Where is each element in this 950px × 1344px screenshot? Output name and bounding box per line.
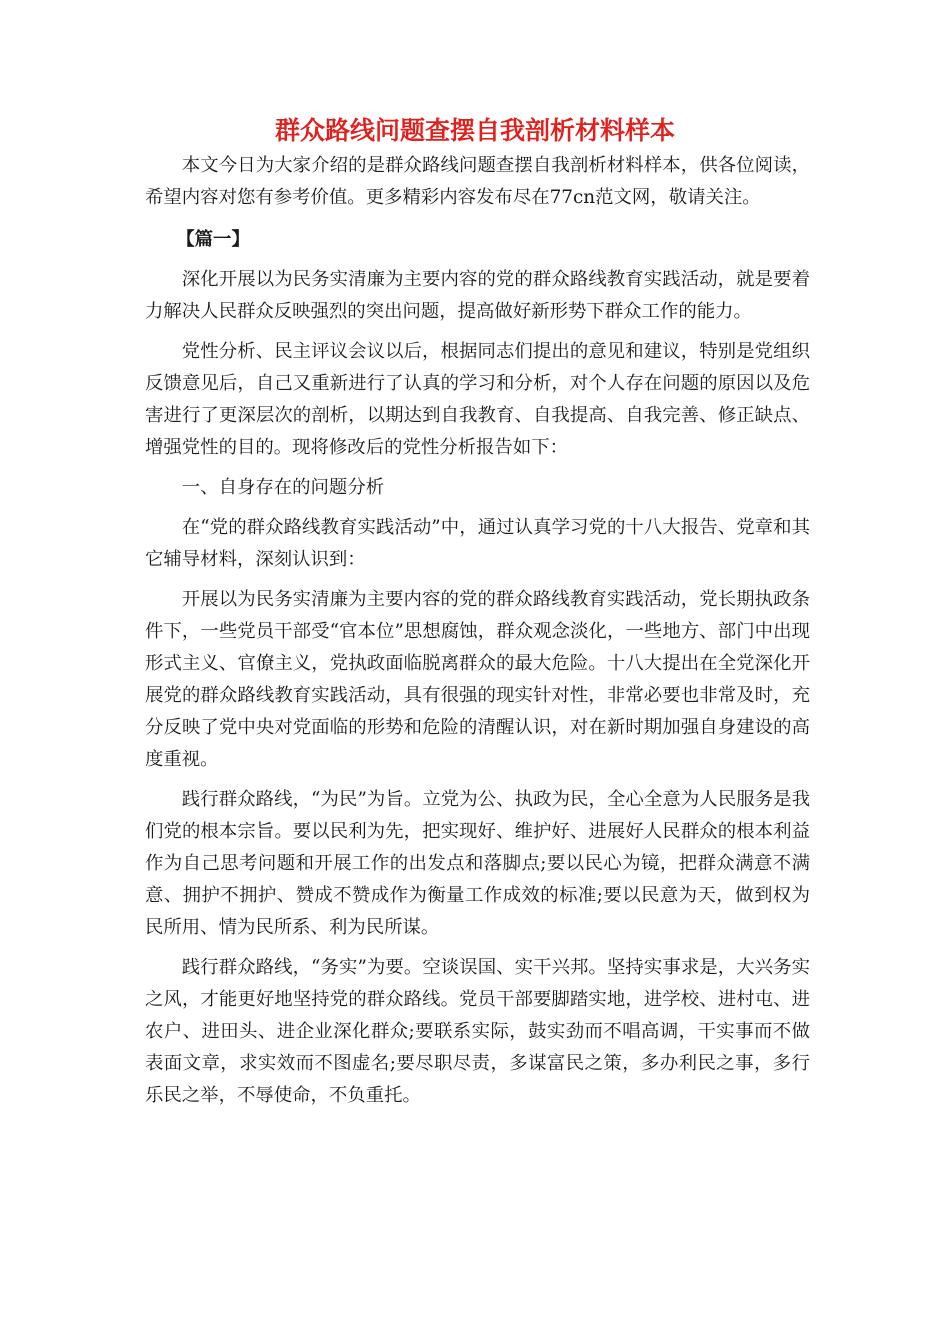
document-body bbox=[145, 150, 810, 1120]
paragraph-5: 践行群众路线，“为民”为旨。立党为公、执政为民，全心全意为人民服务是我们党的根本宗旨。要以民利为先，把实现好、维护好、进展好人民群众的根本利益作为自己思考问题和开展工作的出发点和落脚点;要以民心为镜，把群众满意不满意、拥护不拥护、赞成不赞成作为衡量工作成效的标准;要以民意为天，做到权为民所用、情为民所系、利为民所谋。 bbox=[145, 789, 810, 938]
document-title: 群众路线问题查摆自我剖析材料样本 bbox=[274, 116, 675, 145]
paragraph-1: 深化开展以为民务实清廉为主要内容的党的群众路线教育实践活动，就是要着力解决人民群众反映强烈的突出问题，提高做好新形势下群众工作的能力。 bbox=[145, 269, 810, 322]
paragraph-4: 开展以为民务实清廉为主要内容的党的群众路线教育实践活动，党长期执政条件下，一些党员干部受“官本位”思想腐蚀，群众观念淡化，一些地方、部门中出现形式主义、官僚主义，党执政面临脱离群众的最大危险。十八大提出在全党深化开展党的群众路线教育实践活动，具有很强的现实针对性，非常必要也非常及时，充分反映了党中央对党面临的形势和危险的清醒认识，对在新时期加强自身建设的高度重视。 bbox=[145, 589, 810, 770]
paragraph-6: 践行群众路线，“务实”为要。空谈误国、实干兴邦。坚持实事求是，大兴务实之风，才能更好地坚持党的群众路线。党员干部要脚踏实地，进学校、进村屯、进农户、进田头、进企业深化群众;要联系实际，鼓实劲而不唱高调，干实事而不做表面文章，求实效而不图虚名;要尽职尽责，多谋富民之策，多办利民之事，多行乐民之举，不辱使命，不负重托。 bbox=[145, 957, 810, 1106]
paragraph-2: 党性分析、民主评议会议以后，根据同志们提出的意见和建议，特别是党组织反馈意见后，自己又重新进行了认真的学习和分析，对个人存在问题的原因以及危害进行了更深层次的剖析，以期达到自我教育、自我提高、自我完善、修正缺点、增强党性的目的。现将修改后的党性分析报告如下： bbox=[145, 341, 810, 458]
paragraph-3: 在“党的群众路线教育实践活动”中，通过认真学习党的十八大报告、党章和其它辅导材料，深刻认识到： bbox=[145, 517, 810, 570]
intro-paragraph: 本文今日为大家介绍的是群众路线问题查摆自我剖析材料样本，供各位阅读，希望内容对您有参考价值。更多精彩内容发布尽在77cn范文网，敬请关注。 bbox=[145, 155, 810, 208]
section-heading: 一、自身存在的问题分析 bbox=[181, 477, 385, 498]
section-label: 【篇一】 bbox=[176, 229, 250, 250]
